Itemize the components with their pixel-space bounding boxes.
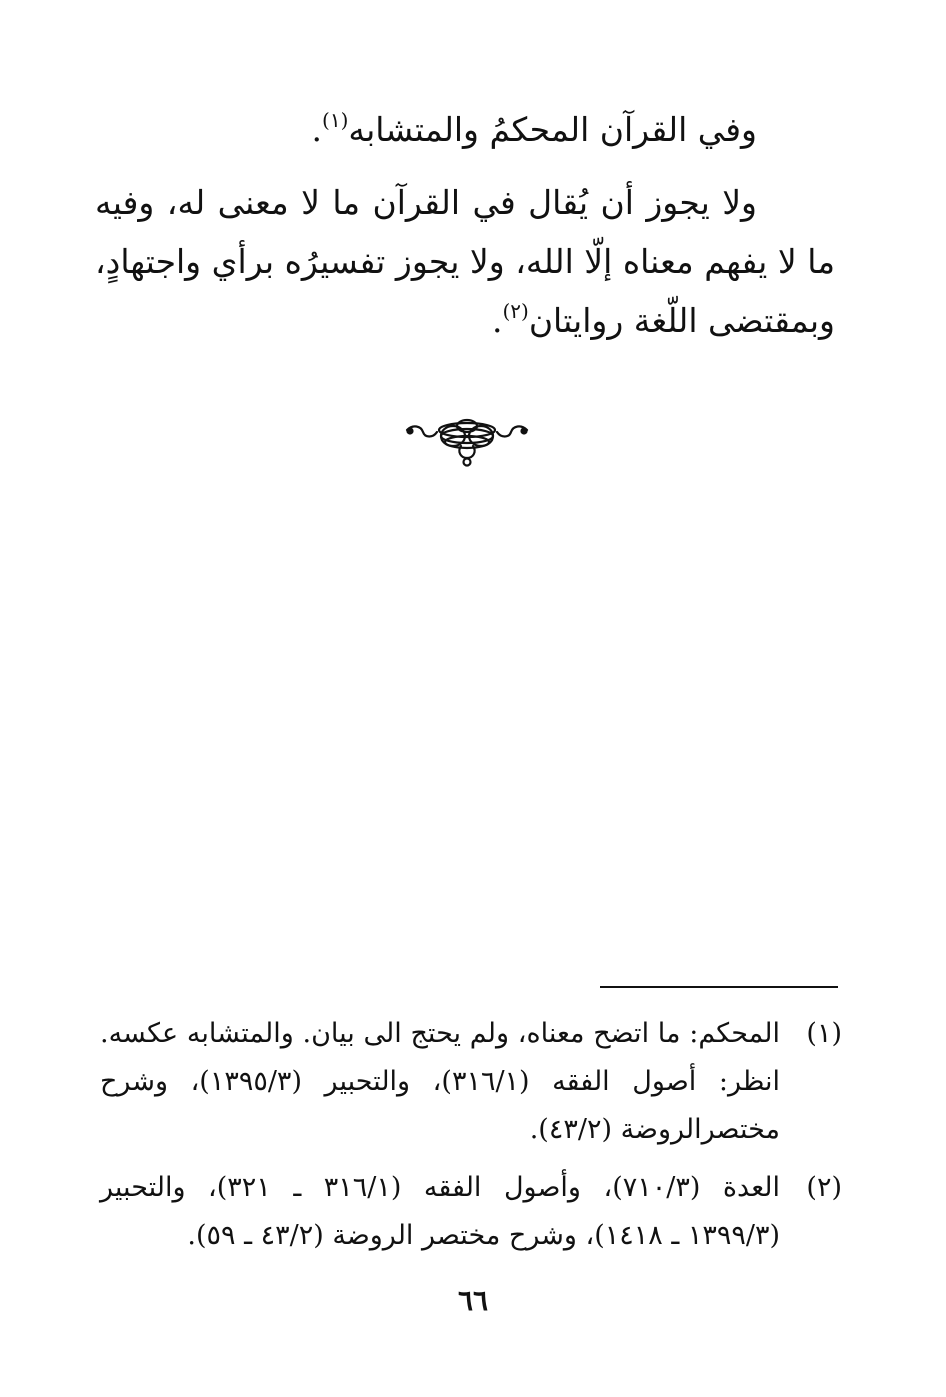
footnote-separator xyxy=(600,986,838,988)
footnotes xyxy=(100,1010,842,1270)
main-text xyxy=(95,100,835,350)
footnote-1 xyxy=(100,1010,842,1154)
paragraph-1-text: وفي القرآن المحكمُ والمتشابه xyxy=(348,110,757,149)
footnote-ref-2: (٢) xyxy=(502,299,529,323)
footnote-ref-1: (١) xyxy=(322,108,349,132)
paragraph-2-end: . xyxy=(491,301,503,340)
footnote-text: المحكم: ما اتضح معناه، ولم يحتج الى بيان. والمتشابه عكسه. انظر: أصول الفقه (٣١٦/١)، والتحبير (١٣٩٥/٣)، وشرح مختصرالروضة (٤٣/٢). xyxy=(100,1018,781,1145)
ornamental-divider-icon xyxy=(403,412,531,468)
paragraph-1 xyxy=(95,100,835,159)
footnote-text: العدة (٧١٠/٣)، وأصول الفقه (٣١٦/١ ـ ٣٢١)، والتحبير (١٣٩٩/٣ ـ ١٤١٨)، وشرح مختصر الروضة (٤٣/٢ ـ ٥٩). xyxy=(100,1172,780,1251)
paragraph-2 xyxy=(95,173,835,350)
footnote-number: (٢) xyxy=(806,1172,842,1203)
paragraph-1-end: . xyxy=(311,110,323,149)
footnote-number: (١) xyxy=(806,1018,842,1049)
page-number: ٦٦ xyxy=(457,1284,489,1317)
footnote-2 xyxy=(100,1164,842,1260)
paragraph-2-text: ولا يجوز أن يُقال في القرآن ما لا معنى له، وفيه ما لا يفهم معناه إلّا الله، ولا يجوز تفسيرُه برأي واجتهادٍ، وبمقتضى اللّغة روايتان xyxy=(95,183,835,340)
